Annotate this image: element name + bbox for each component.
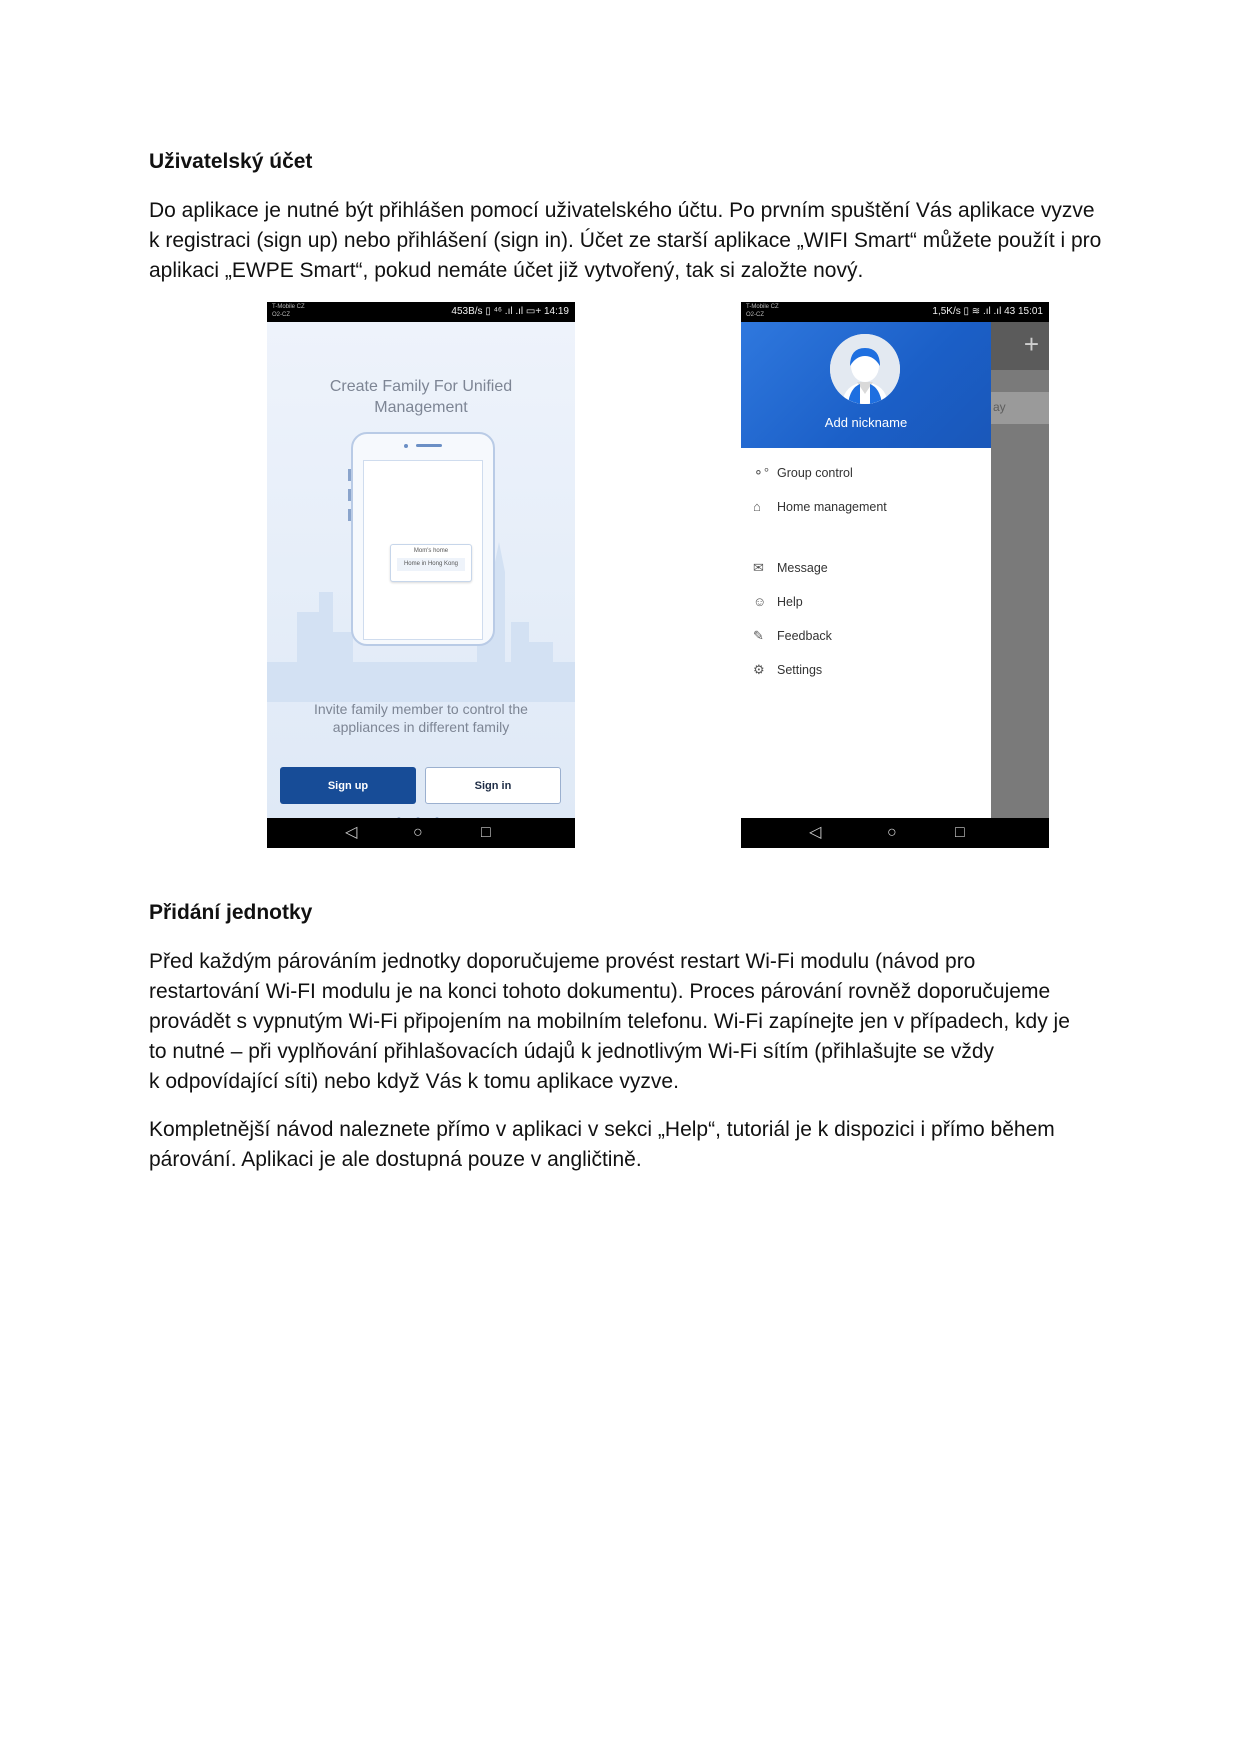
carrier-line: T-Mobile CZ xyxy=(746,304,779,310)
drawer-header xyxy=(741,322,991,448)
menu-item-group-control[interactable] xyxy=(753,465,853,481)
text-line: aplikaci „EWPE Smart“, pokud nemáte účet již vytvořený, tak si založte nový. xyxy=(149,259,864,282)
menu-item-home-management[interactable] xyxy=(753,499,887,514)
recent-apps-icon[interactable]: □ xyxy=(481,824,491,841)
back-icon[interactable]: ◁ xyxy=(345,824,358,841)
status-indicators: 1,5K/s ▯ ≋ .ıl .ıl 43 15:01 xyxy=(932,306,1043,317)
menu-item-message[interactable] xyxy=(753,560,828,576)
screenshot-side-menu xyxy=(741,302,1049,848)
add-nickname-link[interactable]: Add nickname xyxy=(824,415,908,430)
user-avatar-icon xyxy=(830,334,900,404)
envelope-icon: ✉ xyxy=(753,560,764,575)
subtitle-line: Invite family member to control the xyxy=(314,701,528,717)
carrier-line: O2-CZ xyxy=(746,312,764,318)
text-line: provádět s vypnutým Wi-Fi připojením na mobilním telefonu. Wi-Fi zapínejte jen v případech, kdy je xyxy=(149,1010,1070,1033)
text-line: párování. Aplikaci je ale dostupná pouze v angličtině. xyxy=(149,1148,642,1171)
group-icon: ⚬° xyxy=(753,465,770,480)
login-screen xyxy=(267,322,575,818)
avatar[interactable] xyxy=(830,334,900,404)
home-circle-icon[interactable]: ○ xyxy=(413,824,423,841)
carrier-label xyxy=(272,303,305,319)
add-plus-icon[interactable]: + xyxy=(1023,329,1039,359)
text-line: k odpovídající síti) nebo když Vás k tomu aplikace vyzve. xyxy=(149,1070,679,1093)
text-line: Kompletnější návod naleznete přímo v aplikaci v sekci „Help“, tutoriál je k dispozici i přímo během xyxy=(149,1118,1055,1141)
onboarding-subtitle xyxy=(267,700,575,736)
top-bar-behind xyxy=(991,322,1049,370)
menu-item-label: Feedback xyxy=(777,629,832,643)
gear-icon: ⚙ xyxy=(753,662,765,677)
menu-item-label: Settings xyxy=(777,663,823,677)
home-icon: ⌂ xyxy=(753,499,761,514)
card-option-selected: Home in Hong Kong xyxy=(397,558,465,571)
background-peek xyxy=(991,392,1049,424)
status-indicators: 453B/s ▯ ⁴⁶ .ıl .ıl ▭+ 14:19 xyxy=(451,306,569,317)
carrier-label xyxy=(746,303,779,319)
sign-up-button[interactable]: Sign up xyxy=(280,767,416,804)
section-heading-add-unit: Přidání jednotky xyxy=(149,901,313,924)
feedback-icon: ✎ xyxy=(753,628,764,643)
onboarding-title xyxy=(267,376,575,418)
navigation-drawer xyxy=(741,322,991,818)
smiley-icon: ☺ xyxy=(753,594,767,609)
section-heading-user-account: Uživatelský účet xyxy=(149,150,313,173)
carrier-line: T-Mobile CZ xyxy=(272,304,305,310)
screenshot-login-screen xyxy=(267,302,575,848)
menu-item-settings[interactable] xyxy=(753,662,822,678)
sign-in-button[interactable]: Sign in xyxy=(425,767,561,804)
title-line: Create Family For Unified xyxy=(329,378,513,395)
menu-item-label: Group control xyxy=(777,466,853,480)
android-nav-bar xyxy=(741,818,1049,848)
recent-apps-icon[interactable]: □ xyxy=(955,824,965,841)
menu-item-label: Message xyxy=(777,561,828,575)
menu-item-label: Home management xyxy=(777,499,887,514)
title-line: Management xyxy=(374,399,468,416)
text-line: Před každým párováním jednotky doporučujeme provést restart Wi-Fi modulu (návod pro xyxy=(149,950,976,973)
subtitle-line: appliances in different family xyxy=(332,719,510,735)
menu-item-label: Help xyxy=(777,594,803,609)
home-circle-icon[interactable]: ○ xyxy=(887,824,897,841)
carrier-line: O2-CZ xyxy=(272,312,290,318)
menu-item-help[interactable] xyxy=(753,594,803,609)
peek-text: ay xyxy=(993,400,1006,414)
paragraph-pairing-advice xyxy=(149,947,1109,1097)
menu-item-feedback[interactable] xyxy=(753,628,832,644)
text-line: restartování Wi-FI modulu je na konci tohoto dokumentu). Proces párování rovněž doporučujeme xyxy=(149,980,1051,1003)
android-nav-bar xyxy=(267,818,575,848)
phone-illustration xyxy=(351,432,495,646)
back-icon[interactable]: ◁ xyxy=(809,824,822,841)
status-bar xyxy=(741,302,1049,322)
status-bar xyxy=(267,302,575,322)
card-option: Mom's home xyxy=(413,548,449,554)
family-select-card xyxy=(390,544,472,582)
paragraph-user-account xyxy=(149,196,1109,286)
text-line: to nutné – při vyplňování přihlašovacích údajů k jednotlivým Wi-Fi sítím (přihlašujte se vždy xyxy=(149,1040,995,1063)
text-line: Do aplikace je nutné být přihlášen pomocí uživatelského účtu. Po prvním spuštění Vás aplikace vyzve xyxy=(149,199,1095,222)
text-line: k registraci (sign up) nebo přihlášení (sign in). Účet ze starší aplikace „WIFI Smart“ můžete použít i pro xyxy=(149,229,1102,252)
paragraph-help-tutorial xyxy=(149,1115,1109,1175)
